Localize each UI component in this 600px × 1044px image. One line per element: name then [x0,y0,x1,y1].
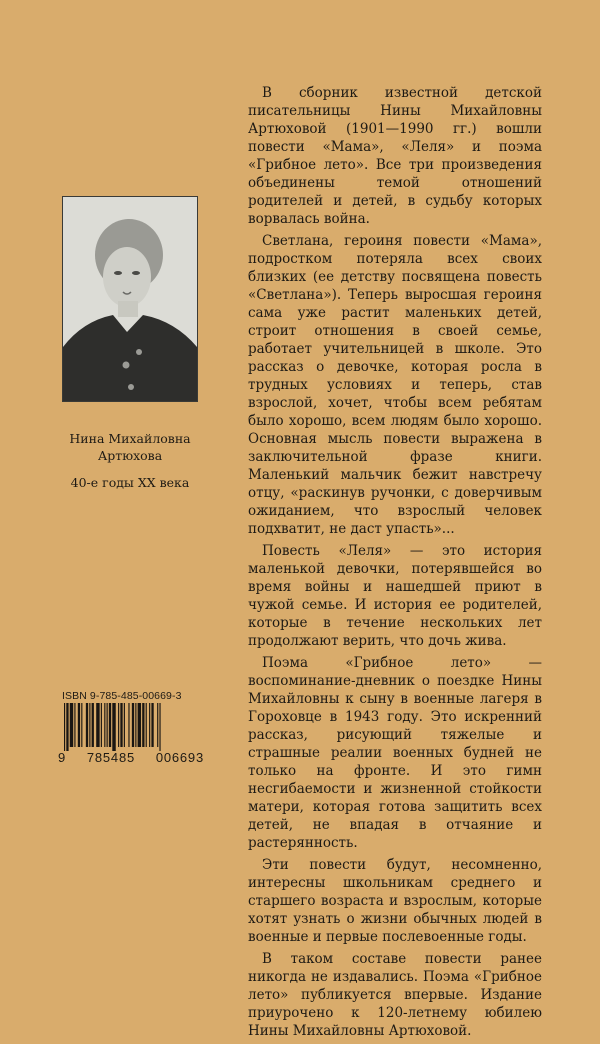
author-photo [62,196,198,402]
barcode-bar [92,703,94,747]
barcode-digit-group2: 006693 [155,750,204,765]
barcode-bar [157,703,158,747]
barcode-bar [70,703,73,747]
annotation-text [248,84,542,1044]
barcode-bar [151,703,153,747]
photo-years: 40-е годы XX века [70,475,190,490]
barcode-digit-group1: 785485 [86,750,136,765]
barcode-bar [107,703,108,747]
barcode-bar [132,703,134,747]
barcode-bar [109,703,111,747]
barcode-bar [146,703,147,747]
barcode-bar [101,703,102,747]
isbn-text: ISBN 9-785-485-00669-3 [62,690,182,702]
barcode-bar [89,703,90,747]
barcode-bar [104,703,105,747]
annotation-paragraph: Эти повести будут, несомненно, интересны школьникам среднего и старшего возраста и взрослым, которые хотят узнать о жизни обычных людей в военные и первые послевоенные годы. [248,857,542,945]
annotation-paragraph: Светлана, героиня повести «Мама», подростком потеряла всех своих близких (ее детству посвящена повесть «Светлана»). Теперь выросшая героиня сама уже растит маленьких детей, строит отношения в своей семье, работает учительницей в школе. Это рассказ о девочке, которая росла в трудных условиях и теперь, став взрослой, хочет, чтобы всем ребятам было хорошо, всем людям было хорошо. Основная мысль повести выражена в заключительной фразе книги. Маленький мальчик бежит навстречу отцу, «раскинув ручонки, с доверчивым ожиданием, что взрослый человек подхватит, не даст упасть»... [248,233,542,537]
barcode-bar [135,703,136,747]
barcode-digit-prefix: 9 [58,750,67,765]
barcode-digits [58,750,204,765]
annotation-paragraph: Поэма «Грибное лето» — воспоминание-дневник о поездке Нины Михайловны к сыну в военные лагеря в Гороховце в 1943 году. Это искренний рассказ, рисующий тяжелые и страшные реалии военных будней не только на фронте. И это гимн несгибаемости и жизненной стойкости матери, которая готова защитить всех детей, не впадая в отчаяние и растерянность. [248,655,542,851]
author-name-line2: Артюхова [97,448,163,463]
barcode-bar [124,703,125,747]
barcode-bar [74,703,75,747]
barcode-bar [149,703,150,747]
barcode-bar [112,703,115,751]
author-name-line1: Нина Михайловна [69,431,191,446]
barcode-bar [128,703,129,747]
barcode [60,703,200,751]
barcode-bars [60,703,200,751]
photo-caption [62,430,198,491]
annotation-paragraph: В сборник известной детской писательницы Нины Михайловны Артюховой (1901—1990 гг.) вошли повести «Мама», «Леля» и поэма «Грибное лето». Все три произведения объединены темой отношений родителей и детей, в судьбу которых ворвалась война. [248,85,542,227]
barcode-bar [120,703,122,747]
barcode-bar [118,703,119,747]
barcode-bar [138,703,141,747]
barcode-bar [96,703,99,747]
barcode-bar [64,703,65,751]
barcode-bar [78,703,80,747]
author-portrait-image [63,197,197,401]
barcode-bar [66,703,68,751]
barcode-bar [81,703,82,747]
barcode-bar [142,703,144,747]
barcode-bar [159,703,160,751]
annotation-paragraph: Повесть «Леля» — это история маленькой девочки, потерявшейся во время войны и нашедшей приют в чужой семье. И история ее родителей, которые в течение нескольких лет продолжают верить, что дочь жива. [248,543,542,649]
barcode-bar [86,703,88,747]
annotation-paragraph: В таком составе повести ранее никогда не издавались. Поэма «Грибное лето» публикуется впервые. Издание приурочено к 120-летнему юбилею Нины Михайловны Артюховой. [248,951,542,1039]
